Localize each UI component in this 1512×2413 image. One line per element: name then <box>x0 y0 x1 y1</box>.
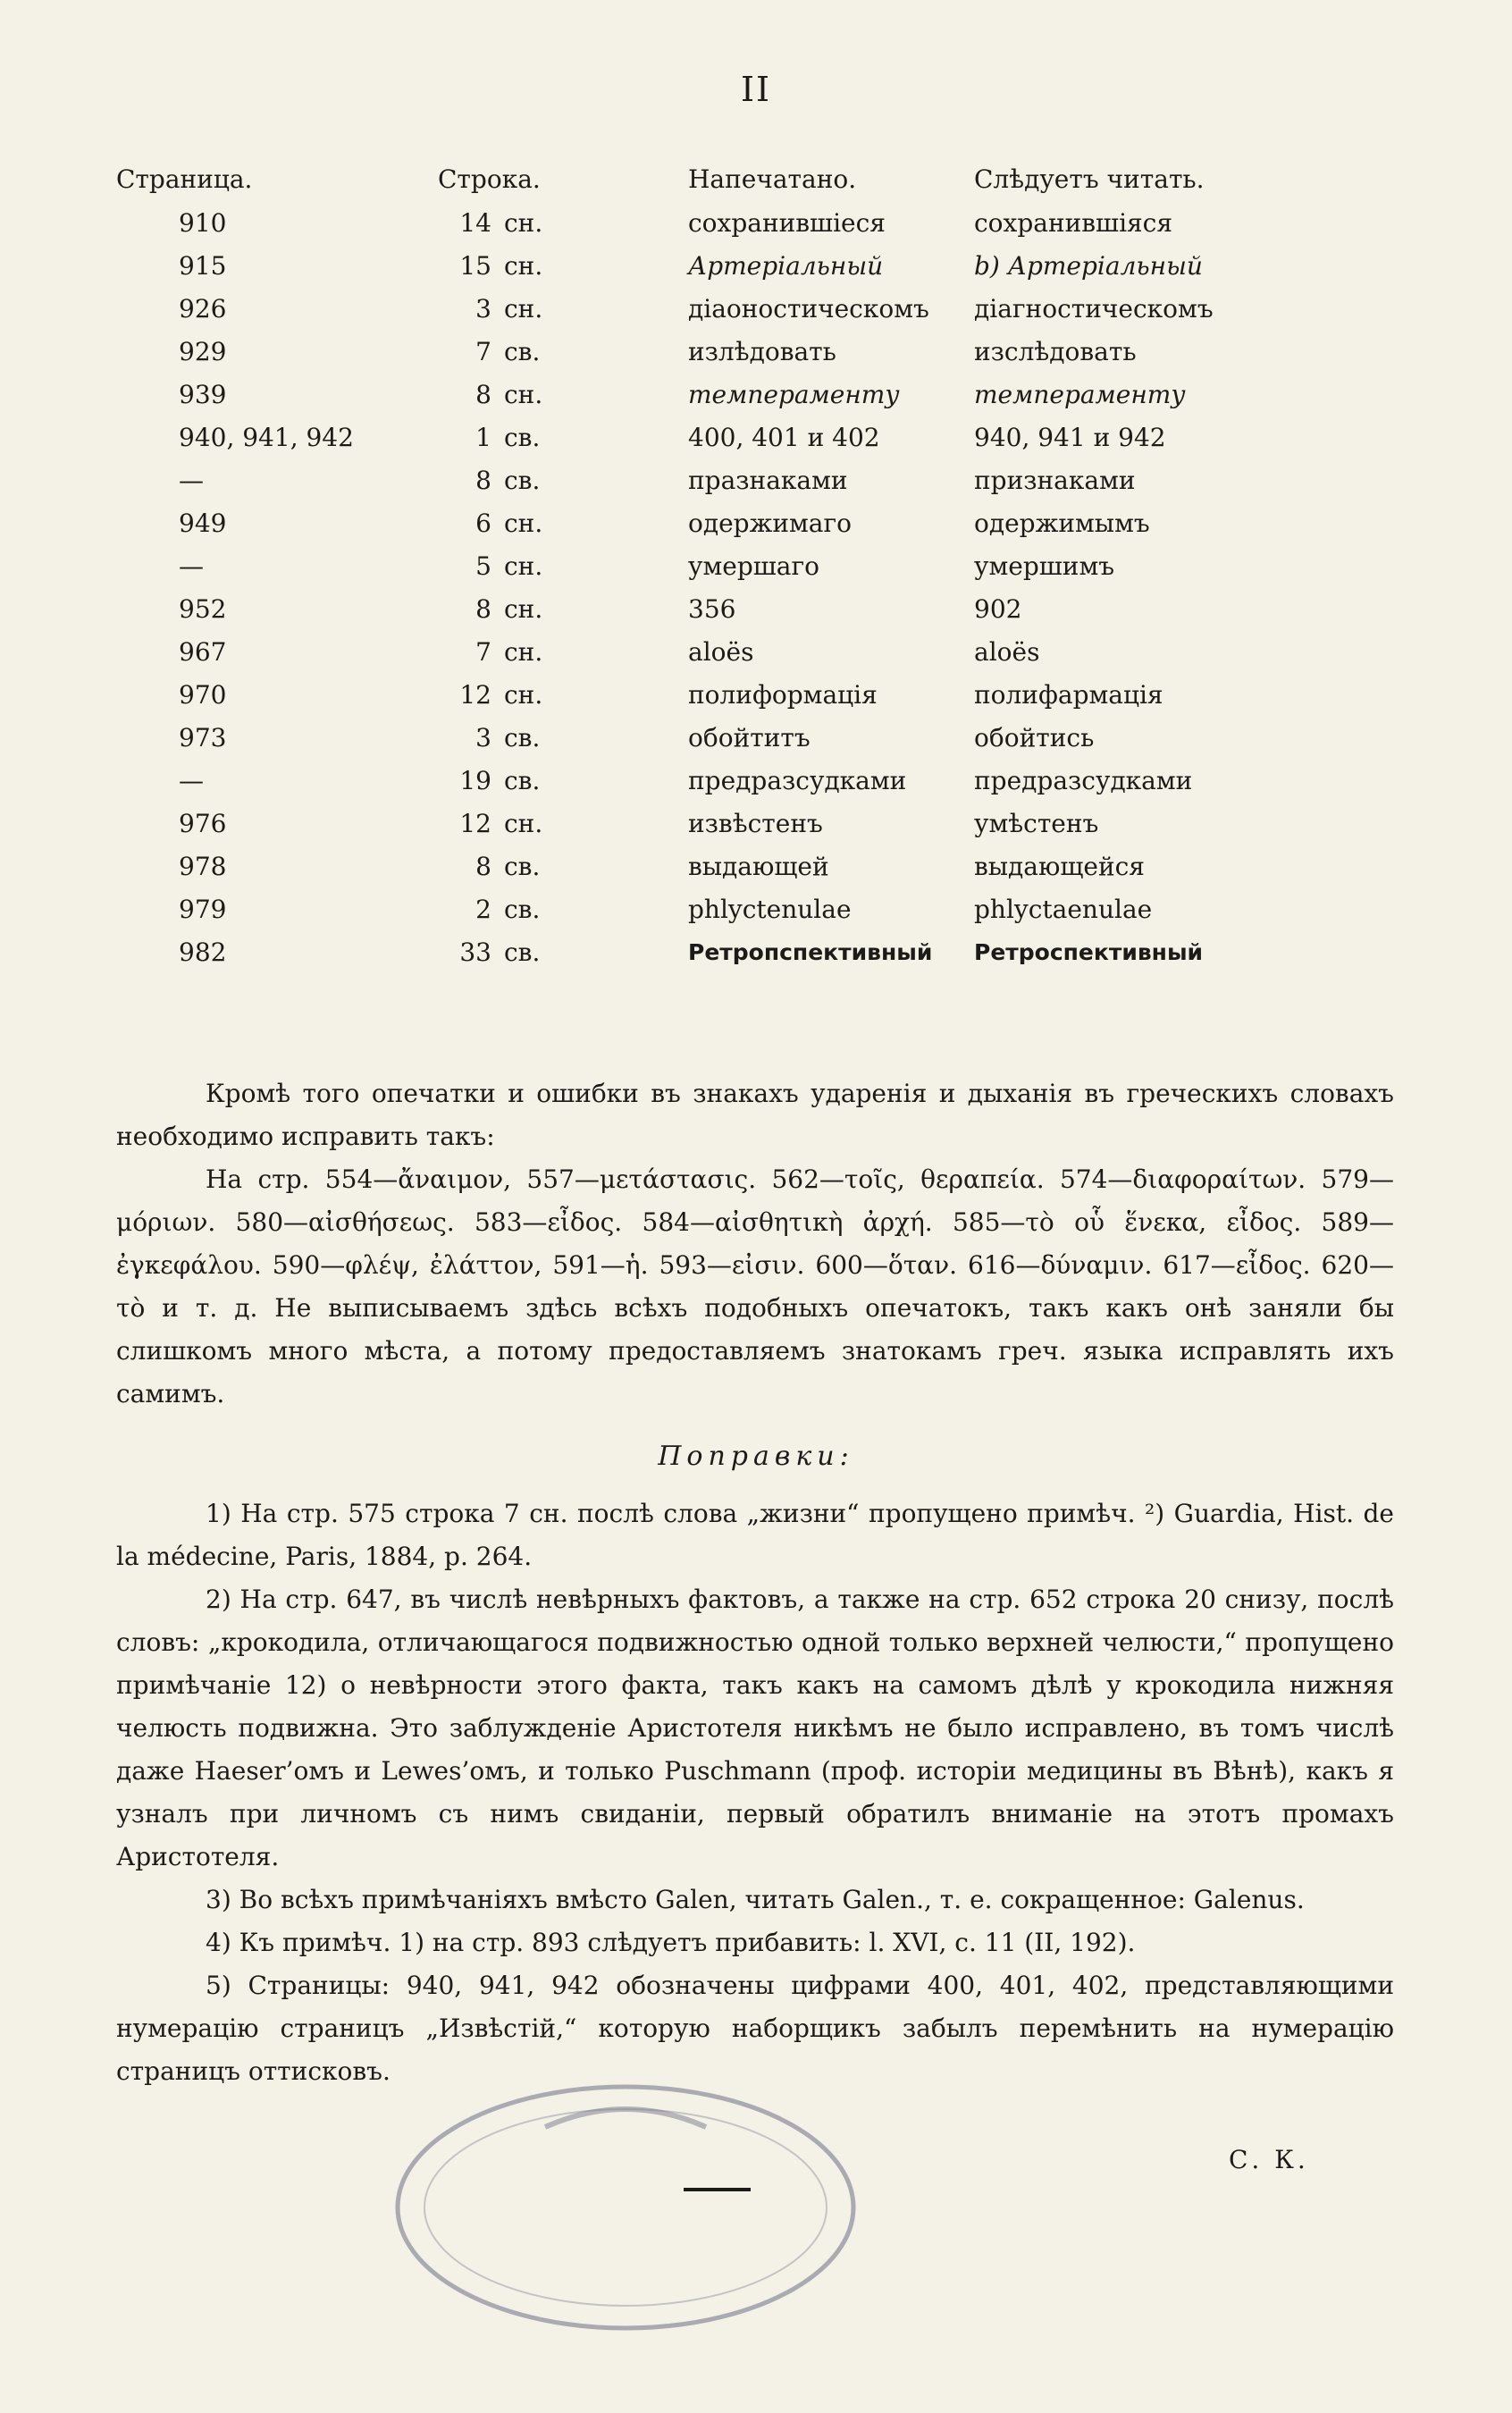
errata-line-cell <box>411 587 688 630</box>
errata-row <box>107 544 1260 587</box>
errata-header-row <box>107 156 1260 201</box>
errata-printed-cell: полиформація <box>688 679 878 710</box>
errata-line-cell <box>411 416 688 458</box>
errata-row <box>107 759 1260 802</box>
errata-line-cell <box>411 630 688 673</box>
errata-row <box>107 887 1260 930</box>
errata-line-cell <box>411 201 688 244</box>
errata-line-cell <box>411 373 688 416</box>
errata-page-cell: 940, 941, 942 <box>179 422 354 452</box>
errata-page-cell: 978 <box>179 851 227 881</box>
line-number: 5 <box>475 551 491 581</box>
correction-item: 5) Страницы: 940, 941, 942 обозначены цифрами 400, 401, 402, представляющими нумерацію страницъ „Извѣстій,“ которую наборщикъ забылъ перемѣнить на нумерацію страницъ оттисковъ. <box>116 1971 1394 2086</box>
errata-row <box>107 630 1260 673</box>
line-number: 12 <box>459 679 491 710</box>
line-number: 7 <box>475 636 491 667</box>
errata-page-cell: 979 <box>179 894 227 924</box>
line-direction: сн. <box>504 593 543 624</box>
errata-correct-cell: умершимъ <box>974 551 1115 581</box>
errata-line-cell <box>411 802 688 845</box>
line-number: 3 <box>475 293 491 324</box>
errata-page-cell: 982 <box>179 937 227 967</box>
errata-line-cell <box>411 287 688 330</box>
line-number: 8 <box>475 851 491 881</box>
errata-row <box>107 201 1260 244</box>
line-direction: сн. <box>504 679 543 710</box>
errata-page-cell: 929 <box>179 336 227 366</box>
errata-line-cell <box>411 501 688 544</box>
errata-printed-cell: 400, 401 и 402 <box>688 422 880 452</box>
errata-page-cell: 952 <box>179 593 227 624</box>
errata-line-cell <box>411 244 688 287</box>
errata-printed-cell: aloës <box>688 636 754 667</box>
errata-row <box>107 587 1260 630</box>
errata-line-cell <box>411 759 688 802</box>
errata-correct-cell: умѣстенъ <box>974 808 1099 838</box>
line-direction: сн. <box>504 808 543 838</box>
greek-note-body: На стр. 554—ἄναιμον, 557—μετάστασις. 562—τοῖς, θεραπεία. 574—διαφοραίτων. 579—μόριων. 580—αἰσθήσεως. 583—εἶδος. 584—αἰσθητικὴ ἀρχή. 585—τὸ οὗ ἕνεκα, εἶδος. 589—ἐγκεφάλου. 590—φλέψ, ἐλάττον, 591—ἡ. 593—εἰσιν. 600—ὅταν. 616—δύναμιν. 617—εἶδος. 620—τὸ и т. д. Не выписываемъ здѣсь всѣхъ подобныхъ опечатокъ, такъ какъ онѣ заняли бы слишкомъ много мѣста, а потому предоставляемъ знатокамъ греч. языка исправлять ихъ самимъ. <box>116 1164 1394 1408</box>
errata-line-cell <box>411 930 688 973</box>
header-line: Строка. <box>438 164 541 194</box>
line-direction: сн. <box>504 379 543 409</box>
errata-printed-cell: діаоностическомъ <box>688 293 929 324</box>
line-number: 7 <box>475 336 491 366</box>
errata-correct-cell: Ретроспективный <box>974 938 1204 965</box>
errata-printed-cell: празнаками <box>688 465 848 495</box>
line-number: 33 <box>459 937 491 967</box>
errata-printed-cell: phlyctenulae <box>688 894 852 924</box>
errata-correct-cell: 902 <box>974 593 1022 624</box>
errata-printed-cell: обойтитъ <box>688 722 811 752</box>
errata-printed-cell: излѣдовать <box>688 336 836 366</box>
errata-page-cell: 949 <box>179 508 227 538</box>
errata-correct-cell: діагностическомъ <box>974 293 1214 324</box>
errata-correct-cell: выдающейся <box>974 851 1145 881</box>
line-direction: св. <box>504 422 541 452</box>
corrections-title: Поправки: <box>658 1441 854 1472</box>
errata-line-cell <box>411 330 688 373</box>
correction-item: 4) Къ примѣч. 1) на стр. 893 слѣдуетъ прибавить: l. XVI, c. 11 (II, 192). <box>206 1928 1136 1957</box>
errata-printed-cell: сохранившіеся <box>688 207 886 238</box>
errata-correct-cell: phlyctaenulae <box>974 894 1153 924</box>
correction-item: 1) На стр. 575 строка 7 сн. послѣ слова „жизни“ пропущено примѣч. ²) Guardia, Hist. de la médecine, Paris, 1884, p. 264. <box>116 1499 1394 1571</box>
line-direction: св. <box>504 336 541 366</box>
line-direction: сн. <box>504 636 543 667</box>
errata-page-cell: 939 <box>179 379 227 409</box>
errata-row <box>107 330 1260 373</box>
line-number: 6 <box>475 508 491 538</box>
line-direction: сн. <box>504 250 543 281</box>
correction-item: 3) Во всѣхъ примѣчаніяхъ вмѣсто Galen, читать Galen., т. е. сокращенное: Galenus. <box>206 1885 1305 1914</box>
errata-correct-cell: 940, 941 и 942 <box>974 422 1166 452</box>
errata-row <box>107 287 1260 330</box>
errata-row <box>107 501 1260 544</box>
corrections-list <box>116 1492 1394 2093</box>
line-number: 3 <box>475 722 491 752</box>
errata-row <box>107 244 1260 287</box>
errata-row <box>107 716 1260 759</box>
line-direction: сн. <box>504 293 543 324</box>
header-correct: Слѣдуетъ читать. <box>974 164 1205 194</box>
line-direction: сн. <box>504 551 543 581</box>
header-printed: Напечатано. <box>688 164 857 194</box>
line-direction: св. <box>504 894 541 924</box>
errata-correct-cell: темпераменту <box>974 379 1186 409</box>
errata-correct-cell: aloës <box>974 636 1040 667</box>
line-number: 8 <box>475 379 491 409</box>
line-number: 19 <box>459 765 491 795</box>
signature: С. К. <box>1229 2145 1309 2174</box>
errata-printed-cell: выдающей <box>688 851 829 881</box>
errata-correct-cell: одержимымъ <box>974 508 1150 538</box>
line-number: 8 <box>475 593 491 624</box>
errata-line-cell <box>411 716 688 759</box>
errata-printed-cell: 356 <box>688 593 736 624</box>
errata-row <box>107 373 1260 416</box>
line-direction: св. <box>504 722 541 752</box>
errata-row <box>107 458 1260 501</box>
errata-printed-cell: умершаго <box>688 551 819 581</box>
line-number: 2 <box>475 894 491 924</box>
errata-line-cell <box>411 458 688 501</box>
errata-page-cell: 926 <box>179 293 227 324</box>
correction-item: 2) На стр. 647, въ числѣ невѣрныхъ фактовъ, а также на стр. 652 строка 20 снизу, послѣ словъ: „крокодила, отличающагося подвижностью одной только верхней челюсти,“ пропущено примѣчаніе 12) о невѣрности этого факта, такъ какъ на самомъ дѣлѣ у крокодила нижняя челюсть подвижна. Это заблужденіе Аристотеля никѣмъ не было исправлено, въ томъ числѣ даже Haeser’омъ и Lewes’омъ, и только Puschmann (проф. исторіи медицины въ Вѣнѣ), какъ я узналъ при личномъ съ нимъ свиданіи, первый обратилъ вниманіе на этотъ промахъ Аристотеля. <box>116 1585 1394 1871</box>
line-number: 14 <box>459 207 491 238</box>
errata-printed-cell: Артеріальный <box>688 250 884 281</box>
errata-body <box>107 201 1260 973</box>
errata-correct-cell: b) Артеріальный <box>974 250 1203 281</box>
line-number: 12 <box>459 808 491 838</box>
errata-correct-cell: сохранившіяся <box>974 207 1173 238</box>
line-direction: св. <box>504 937 541 967</box>
line-number: 15 <box>459 250 491 281</box>
line-number: 8 <box>475 465 491 495</box>
errata-correct-cell: признаками <box>974 465 1136 495</box>
errata-line-cell <box>411 887 688 930</box>
line-direction: сн. <box>504 508 543 538</box>
line-number: 1 <box>475 422 491 452</box>
errata-table <box>107 156 1260 973</box>
errata-printed-cell: предразсудками <box>688 765 907 795</box>
errata-page-cell: 976 <box>179 808 227 838</box>
errata-row <box>107 673 1260 716</box>
errata-page-cell: 915 <box>179 250 227 281</box>
errata-line-cell <box>411 544 688 587</box>
header-page: Страница. <box>116 164 253 194</box>
errata-printed-cell: Ретропспективный <box>688 938 933 965</box>
errata-page-cell: — <box>179 765 204 795</box>
errata-page-cell: 967 <box>179 636 227 667</box>
errata-page-cell: — <box>179 465 204 495</box>
errata-page-cell: — <box>179 551 204 581</box>
errata-correct-cell: изслѣдовать <box>974 336 1137 366</box>
errata-correct-cell: предразсудками <box>974 765 1193 795</box>
line-direction: св. <box>504 465 541 495</box>
errata-printed-cell: одержимаго <box>688 508 853 538</box>
errata-correct-cell: полифармація <box>974 679 1163 710</box>
greek-note-intro: Кромѣ того опечатки и ошибки въ знакахъ ударенія и дыханія въ греческихъ словахъ необходимо исправить такъ: <box>116 1079 1394 1151</box>
library-stamp <box>375 2056 876 2342</box>
errata-page-cell: 973 <box>179 722 227 752</box>
errata-row <box>107 802 1260 845</box>
page-number: II <box>740 70 772 109</box>
line-direction: сн. <box>504 207 543 238</box>
errata-printed-cell: извѣстенъ <box>688 808 823 838</box>
line-direction: св. <box>504 851 541 881</box>
errata-printed-cell: темпераменту <box>688 379 900 409</box>
errata-line-cell <box>411 845 688 887</box>
errata-correct-cell: обойтись <box>974 722 1095 752</box>
errata-page-cell: 910 <box>179 207 227 238</box>
errata-page-cell: 970 <box>179 679 227 710</box>
errata-row <box>107 416 1260 458</box>
errata-row <box>107 845 1260 887</box>
line-direction: св. <box>504 765 541 795</box>
errata-row <box>107 930 1260 973</box>
errata-line-cell <box>411 673 688 716</box>
greek-note <box>116 1072 1394 1416</box>
